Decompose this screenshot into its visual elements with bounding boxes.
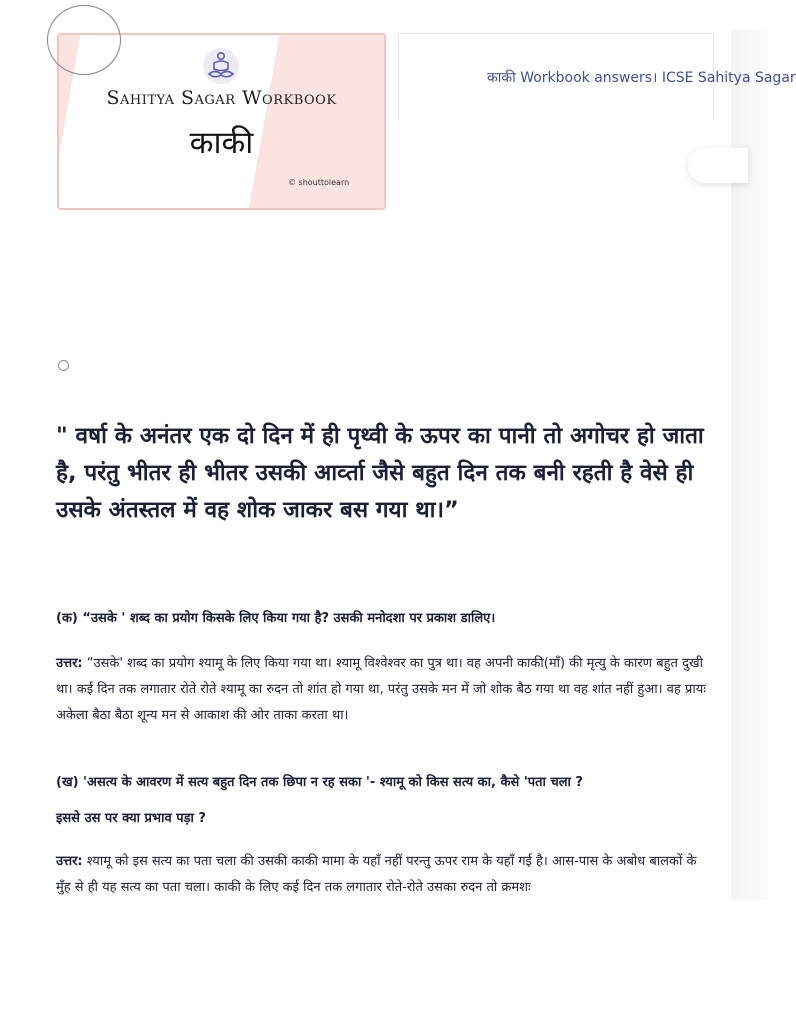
article-cover-image[interactable] [57, 33, 386, 210]
cover-decor-circle [47, 5, 121, 75]
answer-label: उत्तर: [56, 656, 83, 671]
answer-text: “उसके' शब्द का प्रयोग श्यामू के लिए किया गया था। श्यामू विश्वेश्वर का पुत्र था। वह अपनी काकी(माँ) की मृत्यु के कारण बहुत दुखी था। कई दिन तक लगातार रोते रोते श्यामू का रुदन तो शांत हो गया था, परंतु उसके मन में जो शोक बैठ गया था वह शांत नहीं हुआ। वह प्रायः अकेला बैठा बैठा शून्य मन से आकाश की ओर ताका करता था। [56, 656, 706, 723]
question-2-line2: इससे उस पर क्या प्रभाव पड़ा ? [56, 811, 206, 826]
floating-pill-button[interactable] [688, 148, 748, 183]
answer-1 [56, 651, 708, 729]
meditation-logo-icon [200, 47, 242, 85]
question-2: (ख) 'असत्य के आवरण में सत्य बहुत दिन तक छिपा न रह सका '- श्यामू को किस सत्य का, कैसे 'पता चला ? [56, 775, 583, 790]
cover-title: Sahitya Sagar Workbook [106, 87, 337, 109]
answer-label: उत्तर: [56, 854, 83, 869]
related-post-link[interactable]: काकी Workbook answers। ICSE Sahitya Sagar [487, 70, 796, 86]
cover-credit: © shouttolearn [288, 178, 350, 187]
answer-2 [56, 849, 708, 901]
question-1: (क) “उसके ' शब्द का प्रयोग किसके लिए किया गया है? उसकी मनोदशा पर प्रकाश डालिए। [56, 611, 496, 626]
answer-text: श्यामू को इस सत्य का पता चला की उसकी काकी मामा के यहाँ नहीं परन्तु ऊपर राम के यहाँ गई है। आस-पास के अबोध बालकों के मुँह से ही यह सत्य का पता चला। काकी के लिए कई दिन तक लगातार रोते-रोते उसका रुदन तो क्रमशः [56, 854, 697, 895]
radio-indicator[interactable] [58, 360, 69, 371]
passage-quote: " वर्षा के अनंतर एक दो दिन में ही पृथ्वी के ऊपर का पानी तो अगोचर हो जाता है, परंतु भीतर ही भीतर उसकी आर्व्ता जैसे बहुत दिन तक बनी रहती है वेसे ही उसके अंतस्तल में वह शोक जाकर बस गया था।” [56, 423, 704, 523]
cover-subtitle: काकी [189, 125, 254, 161]
related-post-card[interactable] [398, 33, 796, 120]
